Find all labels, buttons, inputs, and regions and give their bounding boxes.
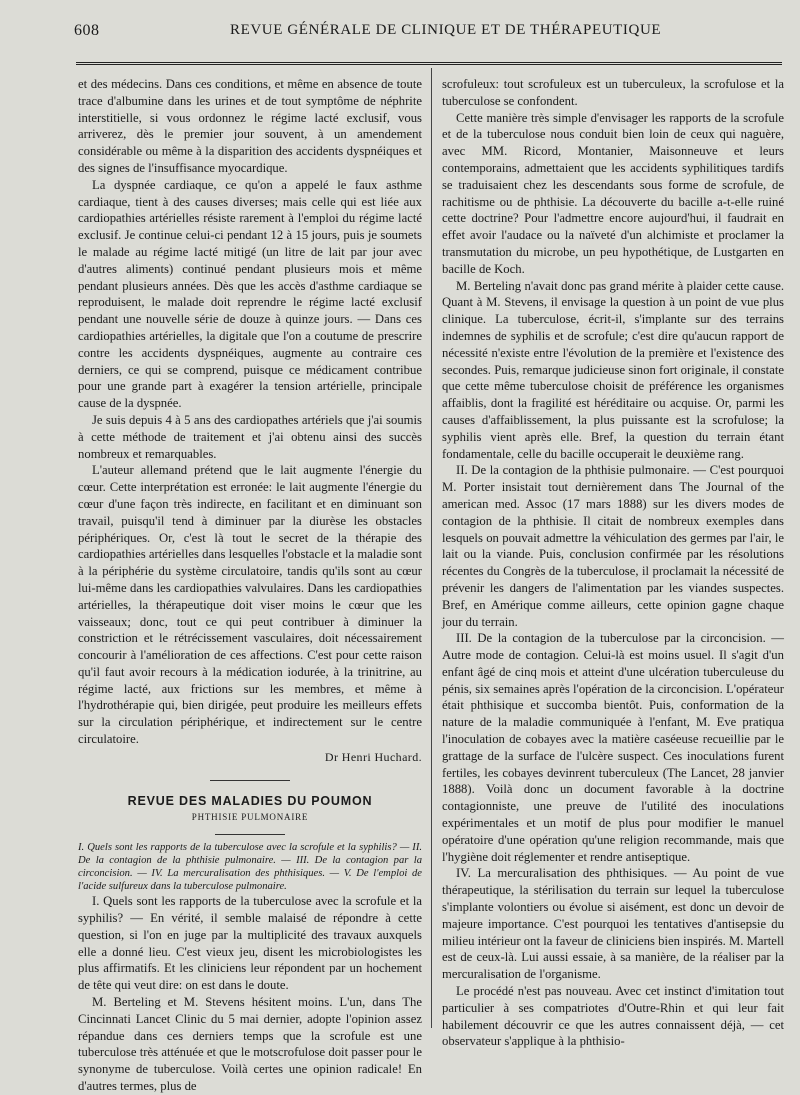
paragraph: Je suis depuis 4 à 5 ans des cardiopathes artériels que j'ai soumis à cette méthode de traitement et j'ai obtenu ainsi des succès nombreux et remarquables. [78,412,422,461]
author-signature: Dr Henri Huchard. [324,749,422,764]
header-rule [76,62,782,65]
right-column [442,76,784,1049]
summary-divider [215,834,285,835]
paragraph: et des médecins. Dans ces conditions, et même en absence de toute trace d'albumine dans les urines et de tout symptôme de néphrite interstitielle, si vous ordonnez le régime lacté exclusif, vous arriverez, dès le premier jour souvent, à un amendement considérable ou même à la disparition des accidents dyspnéiques et des signes de l'insuffisance myocardique. [78,77,422,175]
paragraph: Le procédé n'est pas nouveau. Avec cet instinct d'imitation tout particulier à ses compatriotes d'Outre-Rhin et qui leur fait habilement découvrir ce que les autres connaissent déjà, — cet observateur s'applique à la phthisio- [442,984,784,1049]
running-title: REVUE GÉNÉRALE DE CLINIQUE ET DE THÉRAPEUTIQUE [230,22,662,38]
paragraph: L'auteur allemand prétend que le lait augmente l'énergie du cœur. Cette interprétation est erronée: le lait augmente l'énergie du cœur d'une façon très indirecte, en facilitant et en diminuant son travail, puisqu'il tend à diminuer par la diurèse les obstacles périphériques. Or, c'est là tout le secret de la thérapie des cardiopathies artérielles dans lesquelles l'obstacle et la maladie sont à la périphérie du système circulatoire, tandis qu'ils sont au cœur lui-même dans les cardiopathies valvulaires. Dans les cardiopathies artérielles, la thérapeutique doit viser moins le cœur que les vaisseaux; donc, tout ce qui peut contribuer à diminuer la constriction et le rétrécissement vasculaires, doit nécessairement concourir à l'amélioration de ces affections. C'est pour cette raison qu'il faut avoir recours à la médication iodurée, à la trinitrine, au régime lacté, aux frictions sur les membres, et même à l'hydrothérapie qui, bien dirigée, peut produire les meilleurs effets sur la circulation périphérique, et indirectement sur le centre circulatoire. [78,463,422,747]
paragraph: II. De la contagion de la phthisie pulmonaire. — C'est pourquoi M. Porter insistait tout dernièrement dans The Journal of the american med. Assoc (17 mars 1888) sur les divers modes de contagion de la phthisie. Il citait de nombreux exemples dans lesquels on pouvait admettre la véhiculation des germes par l'air, le lait ou la viande. Puis, conclusion confirmée par les résolutions récentes du Congrès de la tuberculose, il proclamait la nécessité de prévenir les dangers de l'alimentation par les viandes suspectes. Bref, en Amérique comme ailleurs, cette opinion gagne chaque jour du terrain. [442,463,784,629]
paragraph: IV. La mercuralisation des phthisiques. — Au point de vue thérapeutique, la stérilisation du terrain sur lequel la tuberculose s'implante volontiers ou évolue si aisément, est donc un devoir de majeure importance. C'est pourquoi les tentatives d'antisepsie du milieu intérieur ont la faveur de cliniciens bien inspirés. M. Martell est de ceux-là. Lui aussi essaie, à sa manière, de la réaliser par la mercuralisation de l'organisme. [442,866,784,982]
section-divider [210,780,290,781]
paragraph: M. Berteling n'avait donc pas grand mérite à plaider cette cause. Quant à M. Stevens, il envisage la question à un point de vue plus clinique. La tuberculose, écrit-il, s'implante sur des terrains indemnes de syphilis et de scrofule; c'est dire qu'aucun rapport de nécessité n'existe entre l'évolution de la première et l'existence des secondes. Puis, remarque judicieuse sinon fort originale, il constate que cette même tuberculose choisit de préférence les organismes affaiblis, dont la fragilité est héréditaire ou acquise. Or, parmi les causes d'affaiblissement, la plus puissante est la scrofulose; la syphilis vient après elle. Bref, la question du terrain étant fondamentale, celle du bacille occuperait le deuxième rang. [442,278,784,461]
section-summary: I. Quels sont les rapports de la tuberculose avec la scrofule et la syphilis? — II. De la contagion de la phthisie pulmonaire. — III. De la contagion par la circoncision. — IV. La mercuralisation des phthisiques. — V. De l'emploi de l'acide sulfureux dans la tuberculose pulmonaire. [78,842,422,893]
section-title: REVUE DES MALADIES DU POUMON [127,793,373,808]
column-divider [431,68,432,1028]
paragraph: scrofuleux: tout scrofuleux est un tuberculeux, la scrofulose et la tuberculose se confondent. [442,77,784,108]
paragraph: III. De la contagion de la tuberculose par la circoncision. — Autre mode de contagion. Celui-là est moins usuel. Il s'agit d'un enfant âgé de cinq mois et atteint d'une ulcération tuberculeuse du pénis, six semaines après l'opération de la circoncision. L'opérateur était phthisique et succomba bientôt. Puis, conformation de la nature de la maladie communiquée à l'enfant, M. Eve pratiqua l'inoculation de cobayes avec la matière caséeuse recueillie par le grattage de la surface de l'ulcère suspect. Ces inoculations furent fertiles, les cobayes devinrent tuberculeux (The Lancet, 28 janvier 1888). Voilà donc un document favorable à la doctrine contagionniste, une preuve de l'utilité des inoculations expérimentales et un motif de plus pour modifier le manuel opératoire d'une opération qu'une religion recommande, mais que l'hygiène doit réglementer et rendre antiseptique. [442,631,784,864]
page-number: 608 [74,22,100,39]
paragraph: M. Berteling et M. Stevens hésitent moins. L'un, dans The Cincinnati Lancet Clinic du 5 mai dernier, adopte l'opinion assez répandue dans ces derniers temps que la scrofule est une tuberculose très atténuée et que le motscrofulose doit passer pour le synonyme de tuberculose. Voilà certes une opinion radicale! En d'autres termes, plus de [78,995,422,1094]
section-subtitle: PHTHISIE PULMONAIRE [191,812,309,823]
page-header [70,22,780,46]
paragraph: I. Quels sont les rapports de la tuberculose avec la scrofule et la syphilis? — En vérité, il semble malaisé de répondre à cette question, si l'on en juge par la multiplicité des travaux auxquels elle a donné lieu. C'est vieux jeu, disent les microbiologistes les plus affirmatifs. Et les cliniciens leur répondent par un hochement de tête qui veut dire: on est dans le doute. [78,894,422,993]
paragraph: La dyspnée cardiaque, ce qu'on a appelé le faux asthme cardiaque, tient à des causes diverses; mais celle qui est liée aux cardiopathies artérielles résiste rarement à l'emploi du régime lacté exclusif. Je continue celui-ci pendant 12 à 15 jours, puis je soumets le malade au régime lacté mitigé (un litre de lait par jour avec d'autres aliments) continué pendant plusieurs mois et même pendant plusieurs années. Dès que les accès d'asthme cardiaque se reproduisent, le malade doit reprendre le régime lacté exclusif pendant une nouvelle série de douze à quinze jours. — Dans ces cardiopathies artérielles, la digitale que l'on a coutume de prescrire contre les accidents dyspnéiques, augmente au contraire ces derniers, ce qui se comprend, puisque ce médicament contribue pour une grande part à exagérer la tension artérielle, principale cause de la dyspnée. [78,177,422,411]
left-column [78,76,422,1094]
paragraph: Cette manière très simple d'envisager les rapports de la scrofule et de la tuberculose nous conduit bien loin de ceux qui naguère, avec MM. Ricord, Montanier, Maisonneuve et leurs contemporains, admettaient que les accidents syphilitiques tardifs se traduisaient chez les descendants sous forme de scrofule, de rachitisme ou de phthisie. La découverte du bacille a-t-elle ruiné cette doctrine? Pour l'admettre encore aujourd'hui, il faudrait en effet avoir l'audace ou la naïveté d'un alchimiste et proclamer la transmutation du microbe, un peu hypothétique, de Lustgarten en bacille de Koch. [442,110,784,276]
